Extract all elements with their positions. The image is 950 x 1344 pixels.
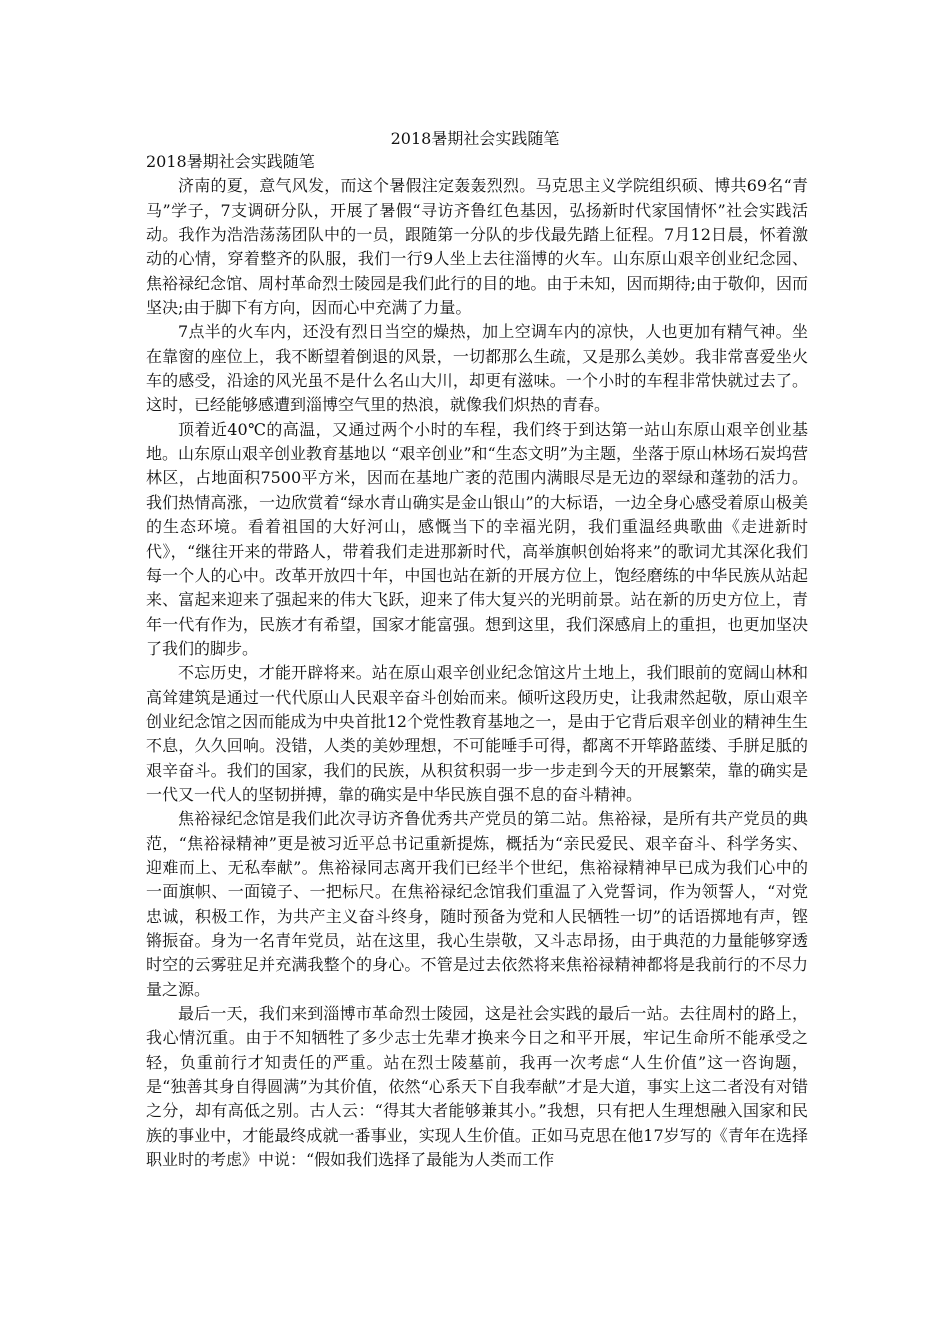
paragraph: 焦裕禄纪念馆是我们此次寻访齐鲁优秀共产党员的第二站。焦裕禄，是所有共产党员的典范，“焦裕禄精神”更是被习近平总书记重新提炼，概括为“亲民爱民、艰辛奋斗、科学务实、迎难而上、无私奉献”。焦裕禄同志离开我们已经半个世纪，焦裕禄精神早已成为我们心中的一面旗帜、一面镜子、一把标尺。在焦裕禄纪念馆我们重温了入党誓词，作为领誓人，“对党忠诚，积极工作，为共产主义奋斗终身，随时预备为党和人民牺牲一切”的话语掷地有声，铿锵振奋。身为一名青年党员，站在这里，我心生崇敬，又斗志昂扬，由于典范的力量能够穿透时空的云雾驻足并充满我整个的身心。不管是过去依然将来焦裕禄精神都将是我前行的不尽力量之源。 xyxy=(146,809,808,999)
paragraph: 顶着近40℃的高温，又通过两个小时的车程，我们终于到达第一站山东原山艰辛创业基地。山东原山艰辛创业教育基地以 “艰辛创业”和“生态文明”为主题，坐落于原山林场石炭坞营林区，占地面积7500平方米，因而在基地广袤的范围内满眼尽是无边的翠绿和蓬勃的活力。我们热情高涨，一边欣赏着“绿水青山确实是金山银山”的大标语，一边全身心感受着原山极美的生态环境。看着祖国的大好河山，感慨当下的幸福光阴，我们重温经典歌曲《走进新时代》，“继往开来的带路人，带着我们走进那新时代，高举旗帜创始将来”的歌词尤其深化我们每一个人的心中。改革开放四十年，中国也站在新的开展方位上，饱经磨练的中华民族从站起来、富起来迎来了强起来的伟大飞跃，迎来了伟大复兴的光明前景。站在新的历史方位上，青年一代有作为，民族才有希望，国家才能富强。想到这里，我们深感肩上的重担，也更加坚决了我们的脚步。 xyxy=(146,419,808,658)
document-body xyxy=(146,150,808,1172)
paragraph: 济南的夏，意气风发，而这个暑假注定轰轰烈烈。马克思主义学院组织硕、博共69名“青马”学子，7支调研分队，开展了暑假“寻访齐鲁红色基因，弘扬新时代家国情怀”社会实践活动。我作为浩浩荡荡团队中的一员，跟随第一分队的步伐最先踏上征程。7月12日晨，怀着激动的心情，穿着整齐的队服，我们一行9人坐上去往淄博的火车。山东原山艰辛创业纪念园、焦裕禄纪念馆、周村革命烈士陵园是我们此行的目的地。由于未知，因而期待;由于敬仰，因而坚决;由于脚下有方向，因而心中充满了力量。 xyxy=(146,176,808,318)
paragraph: 最后一天，我们来到淄博市革命烈士陵园，这是社会实践的最后一站。去往周村的路上，我心情沉重。由于不知牺牲了多少志士先辈才换来今日之和平开展，牢记生命所不能承受之轻，负重前行才知责任的严重。站在烈士陵墓前，我再一次考虑“人生价值”这一咨询题，是“独善其身自得圆满”为其价值，依然“心系天下自我奉献”才是大道，事实上这二者没有对错之分，却有高低之别。古人云：“得其大者能够兼其小。”我想，只有把人生理想融入国家和民族的事业中，才能最终成就一番事业，实现人生价值。正如马克思在他17岁写的《青年在选择职业时的考虑》中说：“假如我们选择了最能为人类而工作 xyxy=(146,1004,808,1170)
paragraph: 7点半的火车内，还没有烈日当空的燥热，加上空调车内的凉快，人也更加有精气神。坐在靠窗的座位上，我不断望着倒退的风景，一切都那么生疏，又是那么美妙。我非常喜爱坐火车的感受，沿途的风光虽不是什么名山大川，却更有滋味。一个小时的车程非常快就过去了。这时，已经能够感遭到淄博空气里的热浪，就像我们炽热的青春。 xyxy=(146,322,808,415)
paragraph: 不忘历史，才能开辟将来。站在原山艰辛创业纪念馆这片土地上，我们眼前的宽阔山林和高耸建筑是通过一代代原山人民艰辛奋斗创始而来。倾听这段历史，让我肃然起敬，原山艰辛创业纪念馆之因而能成为中央首批12个党性教育基地之一，是由于它背后艰辛创业的精神生生不息，久久回响。没错，人类的美妙理想，不可能唾手可得，都离不开筚路蓝缕、手胼足胝的艰辛奋斗。我们的国家，我们的民族，从积贫积弱一步一步走到今天的开展繁荣，靠的确实是一代又一代人的坚韧拼搏，靠的确实是中华民族自强不息的奋斗精神。 xyxy=(146,663,808,804)
document-title: 2018暑期社会实践随笔 xyxy=(390,129,560,148)
document-subtitle: 2018暑期社会实践随笔 xyxy=(146,152,315,171)
